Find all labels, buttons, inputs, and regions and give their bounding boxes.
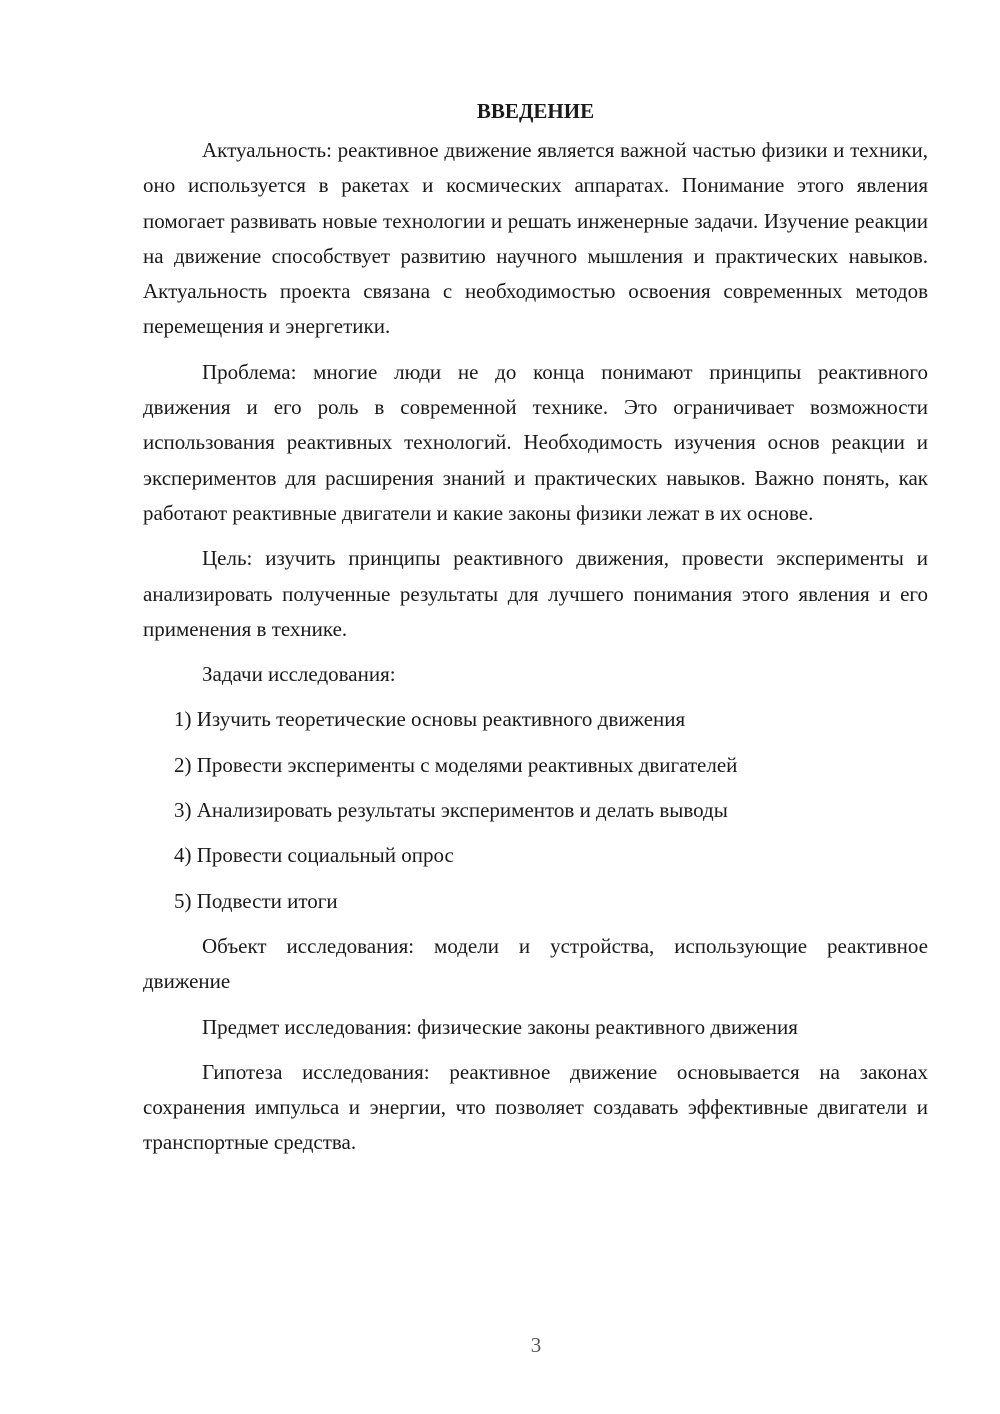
hypothesis-paragraph: Гипотеза исследования: реактивное движение основывается на законах сохранения импульса и энергии, что позволяет создавать эффективные двигатели и транспортные средства. bbox=[143, 1059, 928, 1155]
tasks-heading: Задачи исследования: bbox=[202, 662, 396, 687]
document-page bbox=[143, 93, 928, 1161]
problem-paragraph: Проблема: многие люди не до конца понимают принципы реактивного движения и его роль в современной технике. Это ограничивает возможности использования реактивных технологий. Необходимость изучения основ реакции и экспериментов для расширения знаний и практических навыков. Важно понять, как работают реактивные двигатели и какие законы физики лежат в их основе. bbox=[143, 359, 928, 525]
object-paragraph: Объект исследования: модели и устройства, использующие реактивное движение bbox=[143, 933, 928, 994]
list-item-task-1: 1) Изучить теоретические основы реактивного движения bbox=[174, 707, 686, 732]
relevance-paragraph: Актуальность: реактивное движение является важной частью физики и техники, оно используется в ракетах и космических аппаратах. Понимание этого явления помогает развивать новые технологии и решать инженерные задачи. Изучение реакции на движение способствует развитию научного мышления и практических навыков. Актуальность проекта связана с необходимостью освоения современных методов перемещения и энергетики. bbox=[143, 138, 928, 339]
subject-paragraph: Предмет исследования: физические законы реактивного движения bbox=[202, 1014, 798, 1039]
list-item-task-3: 3) Анализировать результаты экспериментов и делать выводы bbox=[174, 798, 728, 823]
list-item-task-2: 2) Провести эксперименты с моделями реактивных двигателей bbox=[174, 752, 738, 777]
page-title: ВВЕДЕНИЕ bbox=[476, 99, 595, 123]
list-item-task-5: 5) Подвести итоги bbox=[174, 888, 338, 913]
goal-paragraph: Цель: изучить принципы реактивного движения, провести эксперименты и анализировать полученные результаты для лучшего понимания этого явления и его применения в технике. bbox=[143, 546, 928, 641]
page-number: 3 bbox=[530, 1333, 542, 1357]
list-item-task-4: 4) Провести социальный опрос bbox=[174, 843, 454, 868]
